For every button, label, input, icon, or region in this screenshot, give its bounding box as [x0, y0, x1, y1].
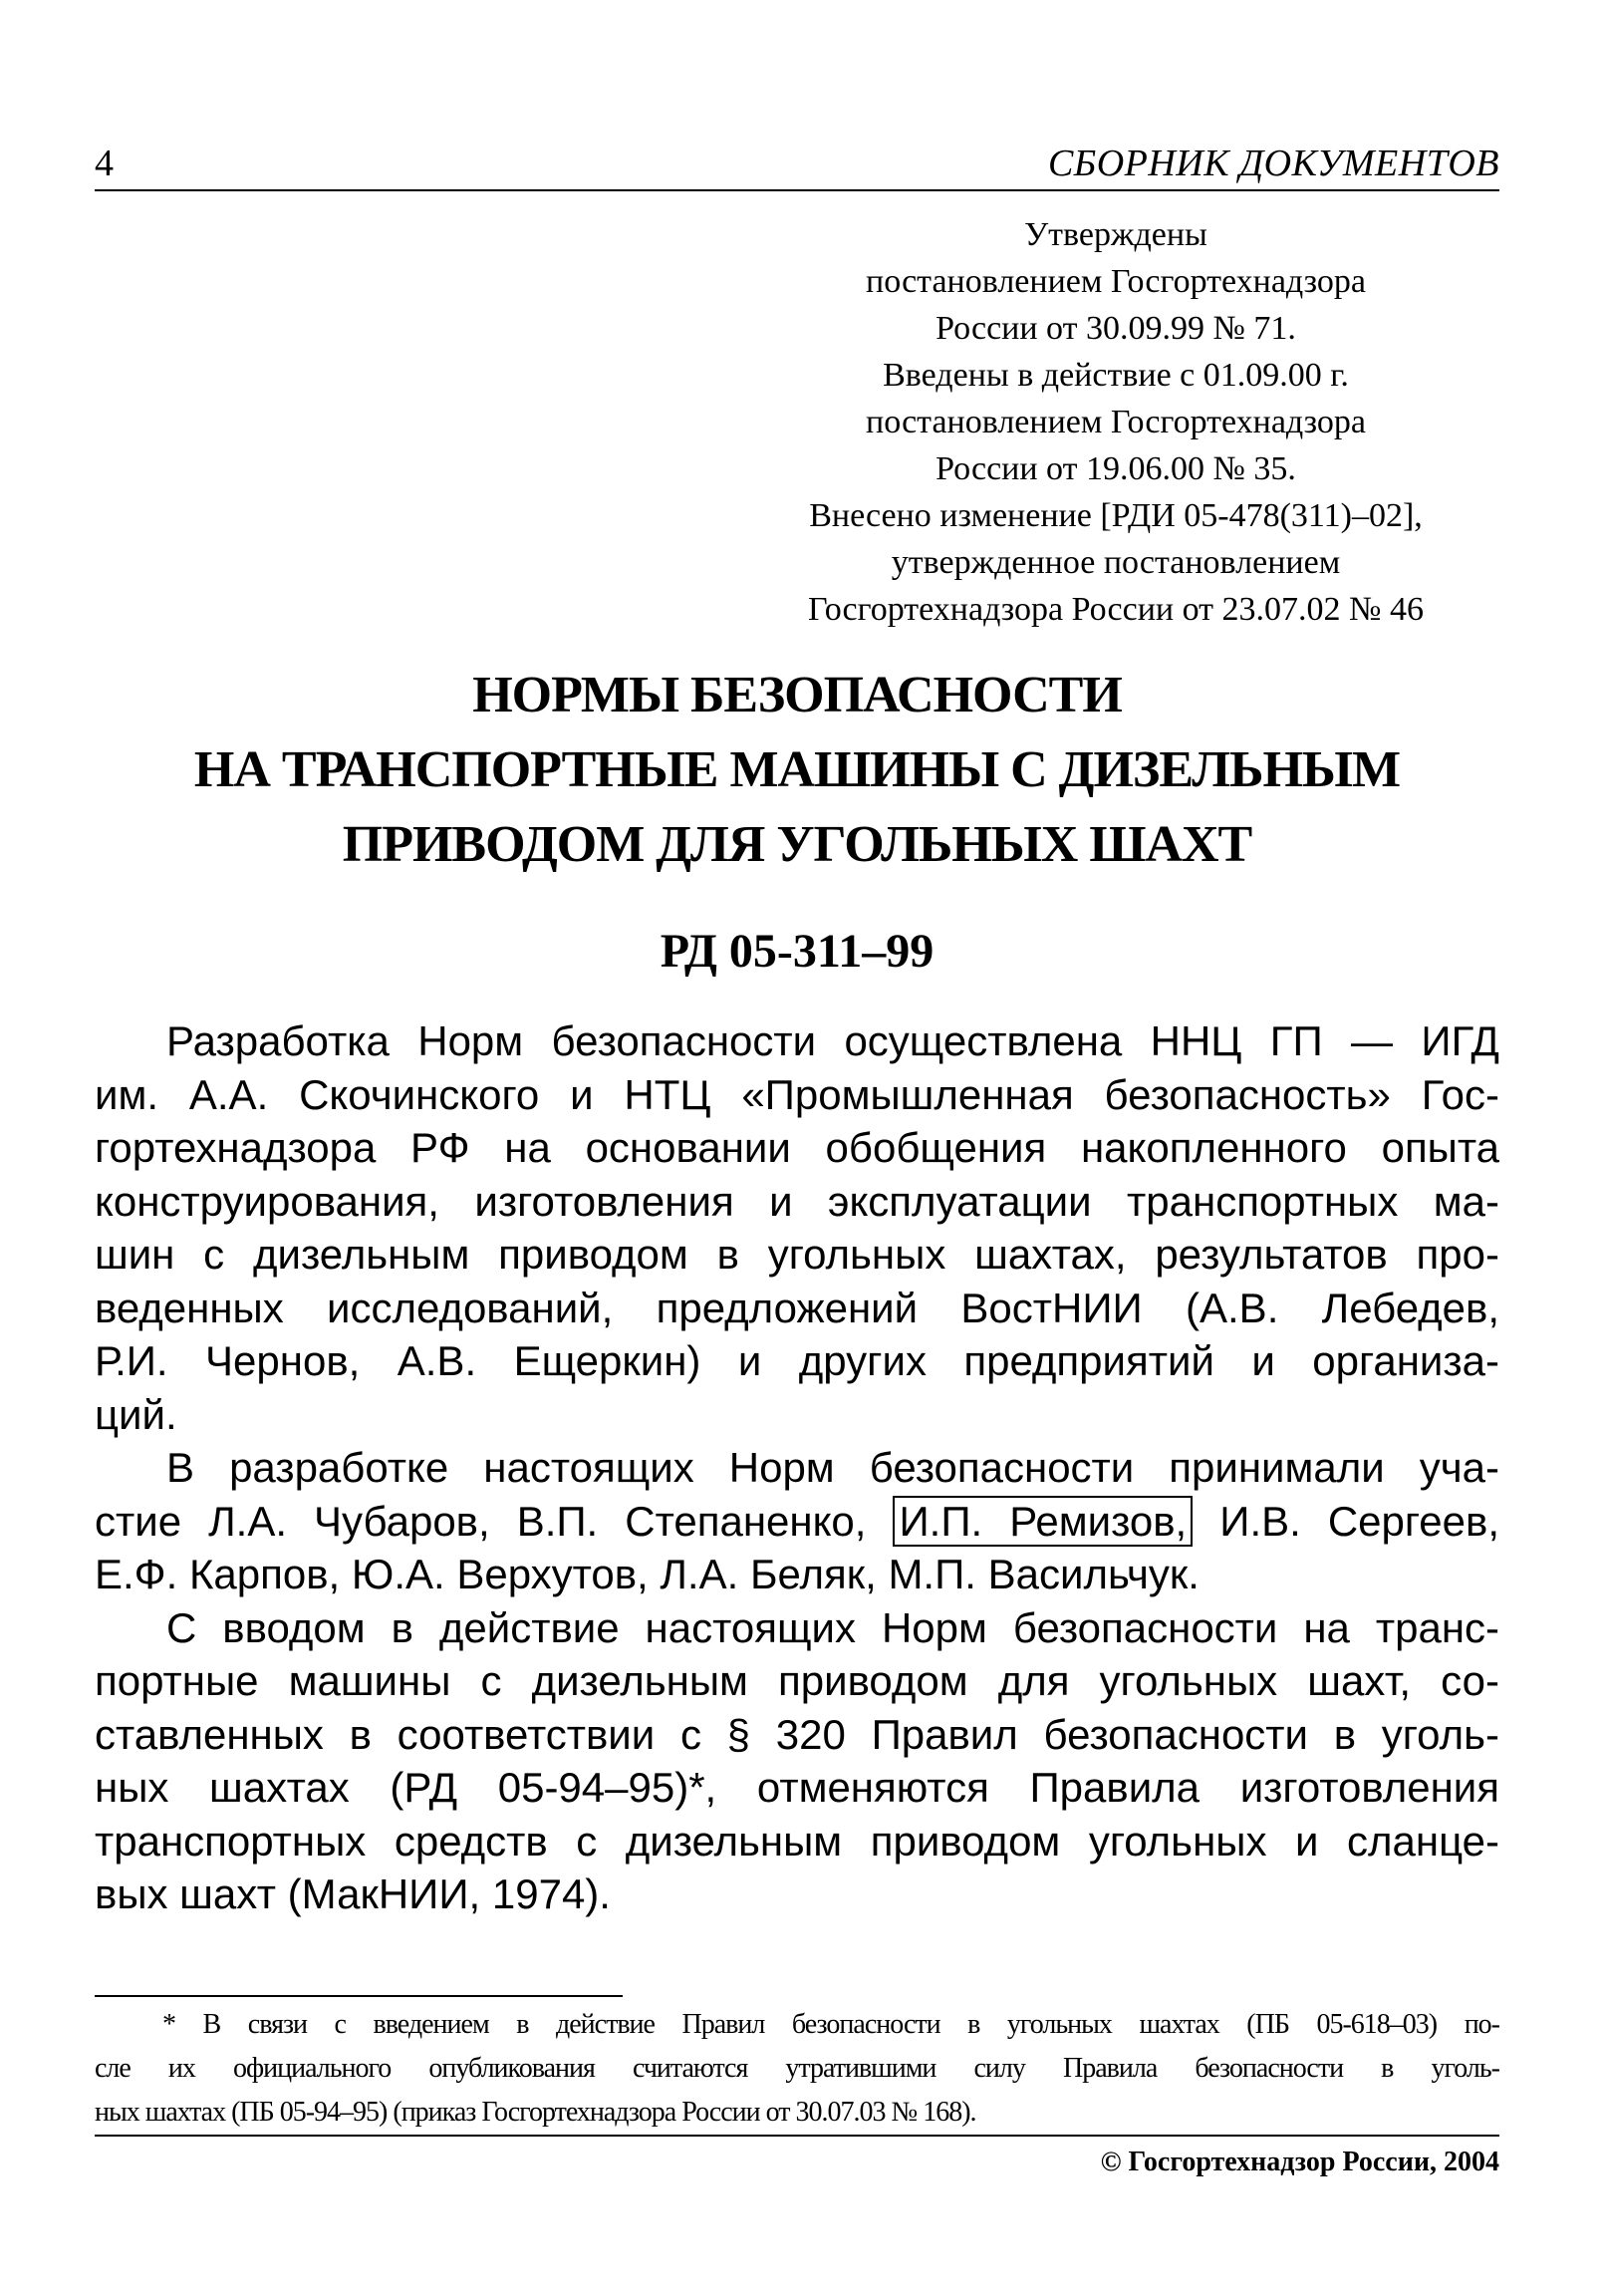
footnote-line: сле их официального опубликования считаются утратившими силу Правила безопасности в уголь-: [95, 2053, 1499, 2084]
approval-line: Внесено изменение [РДИ 05-478(311)–02],: [809, 497, 1423, 534]
title-line: ПРИВОДОМ ДЛЯ УГОЛЬНЫХ ШАХТ: [342, 816, 1252, 873]
approval-line: утвержденное постановлением: [891, 544, 1341, 581]
title-line: НОРМЫ БЕЗОПАСНОСТИ: [472, 667, 1122, 723]
page-number: 4: [95, 143, 114, 184]
footnote-line: * В связи с введением в действие Правил безопасности в угольных шахтах (ПБ 05-618–03) по-: [162, 2009, 1499, 2040]
body-text: [95, 1014, 1499, 1921]
body-line: шин с дизельным приводом в угольных шахтах, результатов про-: [95, 1231, 1499, 1278]
body-text-segment: стие Л.А. Чубаров, В.П. Степаненко,: [95, 1497, 894, 1545]
approval-line: Введены в действие с 01.09.00 г.: [883, 357, 1349, 394]
title-line: НА ТРАНСПОРТНЫЕ МАШИНЫ С ДИЗЕЛЬНЫМ: [193, 741, 1401, 798]
approval-line: России от 19.06.00 № 35.: [935, 450, 1296, 487]
approval-block: [737, 211, 1494, 633]
document-title: [95, 658, 1499, 882]
body-line: ставленных в соответствии с § 320 Правил безопасности в уголь-: [95, 1710, 1499, 1758]
body-line: гортехнадзора РФ на основании обобщения накопленного опыта: [95, 1124, 1499, 1171]
body-line: веденных исследований, предложений ВостНИИ (А.В. Лебедев,: [95, 1284, 1499, 1331]
collection-title: СБОРНИК ДОКУМЕНТОВ: [1047, 143, 1499, 184]
body-line: им. А.А. Скочинского и НТЦ «Промышленная безопасность» Гос-: [95, 1070, 1499, 1118]
body-line: С вводом в действие настоящих Норм безопасности на транс-: [166, 1603, 1499, 1651]
copyright: © Госгортехнадзор России, 2004: [1100, 2147, 1499, 2177]
document-code: РД 05-311–99: [660, 925, 935, 978]
approval-line: Утверждены: [1024, 216, 1207, 253]
body-line: ных шахтах (РД 05-94–95)*, отменяются Правила изготовления: [95, 1764, 1499, 1811]
body-line-with-boxed-name: [95, 1495, 1499, 1549]
approval-line: постановлением Госгортехнадзора: [866, 404, 1366, 440]
boxed-name: И.П. Ремизов,: [893, 1496, 1193, 1547]
approval-line: постановлением Госгортехнадзора: [866, 263, 1366, 300]
approval-line: России от 30.09.99 № 71.: [935, 310, 1296, 347]
body-line: портные машины с дизельным приводом для угольных шахт, со-: [95, 1657, 1499, 1704]
footnote: [95, 2003, 1499, 2135]
body-line: вых шахт (МакНИИ, 1974).: [95, 1870, 611, 1917]
body-line: транспортных средств с дизельным приводом угольных и сланце-: [95, 1817, 1499, 1865]
body-line: ций.: [95, 1390, 177, 1438]
body-line: Разработка Норм безопасности осуществлена ННЦ ГП — ИГД: [166, 1017, 1499, 1064]
footnote-line: ных шахтах (ПБ 05-94–95) (приказ Госгортехнадзора России от 30.07.03 № 168).: [95, 2097, 976, 2128]
body-line: конструирования, изготовления и эксплуатации транспортных ма-: [95, 1177, 1499, 1225]
body-line: В разработке настоящих Норм безопасности принимали уча-: [166, 1444, 1499, 1491]
body-line: Е.Ф. Карпов, Ю.А. Верхутов, Л.А. Беляк, М.П. Васильчук.: [95, 1551, 1200, 1597]
body-text-segment: И.В. Сергеев,: [1193, 1497, 1499, 1545]
footnote-divider: [95, 1995, 623, 1997]
footer-divider: [95, 2135, 1499, 2137]
approval-line: Госгортехнадзора России от 23.07.02 № 46: [808, 591, 1424, 628]
body-line: Р.И. Чернов, А.В. Ещеркин) и других предприятий и организа-: [95, 1337, 1499, 1384]
page-header: [95, 140, 1499, 191]
